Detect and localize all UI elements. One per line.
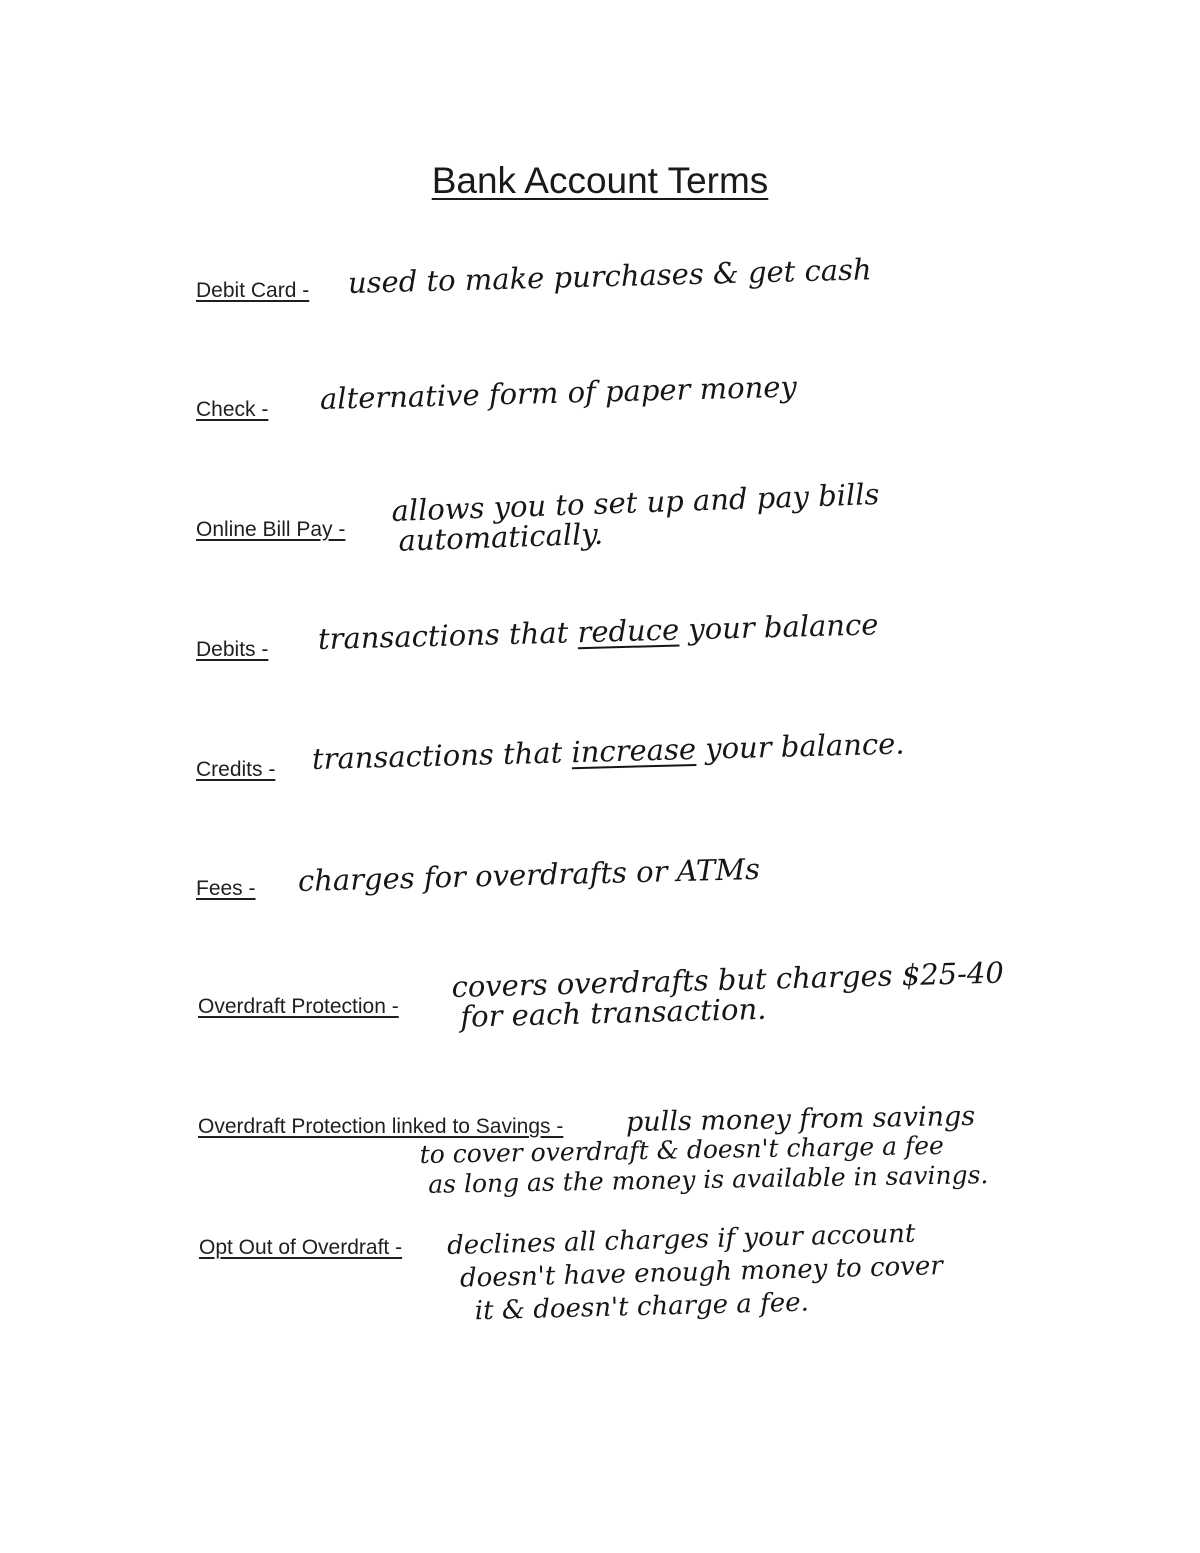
definition-line: declines all charges if your account	[446, 1218, 916, 1262]
definition-overdraft-protection-linked-to-savings-cont	[419, 1130, 988, 1200]
term-credits: Credits -	[196, 758, 276, 781]
term-debit-card: Debit Card -	[196, 279, 310, 302]
definition-check	[319, 369, 798, 416]
definition-text: your balance.	[695, 726, 905, 766]
definition-line: pulls money from savings	[625, 1100, 976, 1138]
term-online-bill-pay: Online Bill Pay -	[196, 518, 346, 541]
term-opt-out-of-overdraft: Opt Out of Overdraft -	[199, 1236, 403, 1259]
term-check: Check -	[196, 398, 269, 421]
term-overdraft-protection-linked-to-savings: Overdraft Protection linked to Savings -	[198, 1115, 564, 1138]
term-debits: Debits -	[196, 638, 269, 661]
definition-text: transactions that	[311, 735, 572, 776]
page-title: Bank Account Terms	[431, 160, 769, 201]
definition-emphasis: reduce	[577, 612, 680, 650]
definition-overdraft-protection	[451, 955, 1005, 1034]
definition-opt-out-of-overdraft	[447, 1217, 944, 1329]
definition-fees	[297, 851, 761, 898]
definition-line: alternative form of paper money	[319, 369, 798, 416]
definition-line: as long as the money is available in savings.	[427, 1160, 989, 1199]
definition-line: charges for overdrafts or ATMs	[297, 851, 761, 898]
definition-line: to cover overdraft & doesn't charge a fee	[419, 1130, 945, 1170]
definition-online-bill-pay	[390, 476, 881, 558]
definition-emphasis: increase	[571, 731, 697, 770]
definition-line: allows you to set up and pay bills	[390, 476, 880, 528]
definition-text: your balance	[678, 607, 879, 647]
definition-line: used to make purchases & get cash	[347, 252, 873, 300]
definition-debit-card	[348, 254, 872, 298]
definition-line: for each transaction.	[459, 991, 767, 1034]
definition-debits	[318, 609, 879, 654]
definition-line: covers overdrafts but charges $25-40	[451, 955, 1005, 1004]
term-overdraft-protection: Overdraft Protection -	[198, 995, 399, 1018]
definition-line: it & doesn't charge a fee.	[474, 1287, 810, 1327]
definition-line: automatically.	[397, 516, 604, 558]
definition-text: transactions that	[317, 615, 578, 656]
definition-line: doesn't have enough money to cover	[459, 1251, 944, 1294]
definition-credits	[312, 728, 905, 774]
term-fees: Fees -	[196, 877, 256, 900]
